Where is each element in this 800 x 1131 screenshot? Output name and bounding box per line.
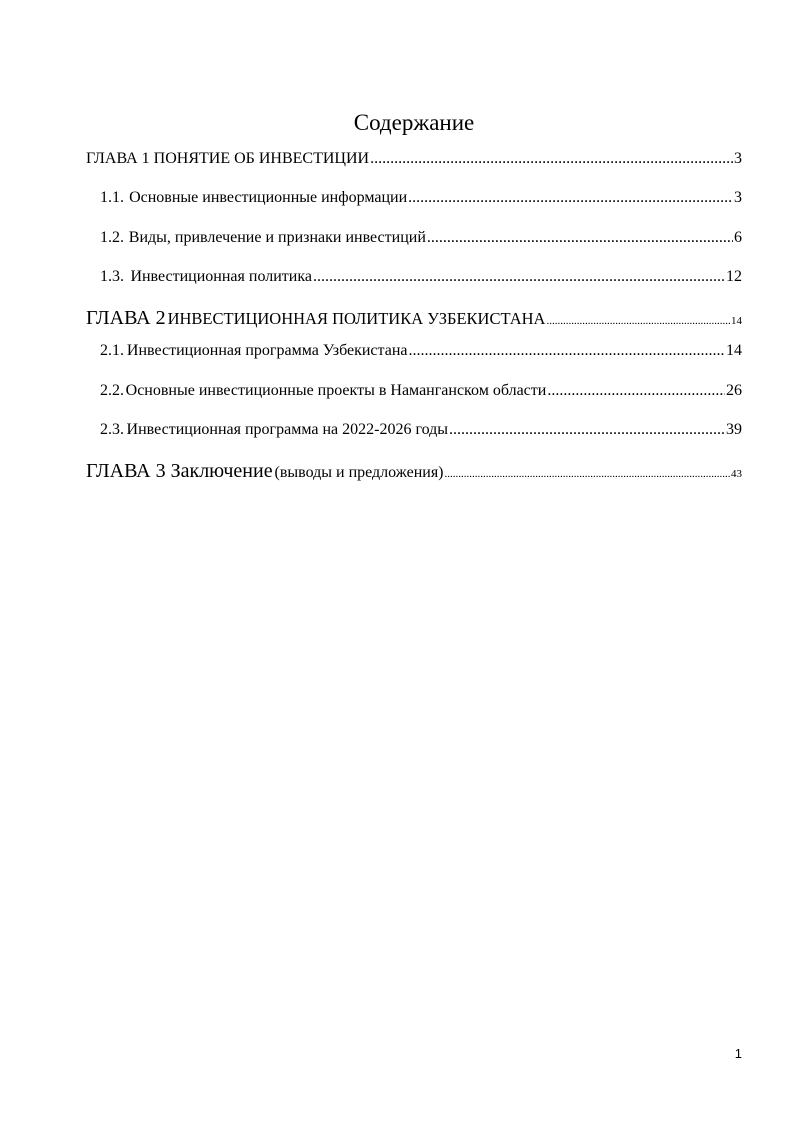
page-ref: 12 [726,268,742,285]
toc-section-1-2[interactable] [100,229,742,247]
dot-leader [546,315,730,327]
chapter-label: ГЛАВА 3 Заключение [86,460,273,482]
page-ref: 3 [734,189,742,206]
page-ref: 43 [731,468,742,480]
section-number: 1.2. [100,229,124,246]
toc-section-2-3[interactable] [100,421,742,439]
chapter-title: ИНВЕСТИЦИОННАЯ ПОЛИТИКА УЗБЕКИСТАНА [167,309,546,328]
chapter-label: ГЛАВА 1 [86,150,150,167]
section-number: 2.1. [100,342,124,359]
dot-leader [427,229,733,247]
dot-leader [449,421,725,439]
dot-leader [547,382,725,400]
dot-leader [313,268,725,286]
toc-chapter-2[interactable] [86,307,742,330]
chapter-title: ПОНЯТИЕ ОБ ИНВЕСТИЦИИ [153,150,370,167]
chapter-title: (выводы и предложения) [274,464,444,481]
footer-page-number: 1 [734,1046,742,1061]
section-title: Инвестиционная политика [130,268,312,285]
toc-chapter-1[interactable] [86,150,742,168]
section-number: 2.3. [100,421,124,438]
page-ref: 26 [726,382,742,399]
page-title: Содержание [353,110,475,135]
page-ref: 6 [734,229,742,246]
toc-section-2-1[interactable] [100,342,742,360]
toc-section-1-1[interactable] [100,189,742,207]
section-title: Инвестиционная программа Узбекистана [126,342,408,359]
toc-chapter-3[interactable] [86,460,742,483]
section-number: 1.3. [100,268,124,285]
section-title: Виды, привлечение и признаки инвестиций [128,229,426,246]
page-ref: 3 [734,150,742,167]
chapter-label: ГЛАВА 2 [86,307,166,329]
dot-leader [445,468,730,480]
toc-section-1-3[interactable] [100,268,742,286]
section-number: 2.2. [100,382,124,399]
toc-section-2-2[interactable] [100,382,742,400]
section-number: 1.1. [100,189,124,206]
page-ref: 14 [731,315,742,327]
dot-leader [370,150,733,168]
section-title: Инвестиционная программа на 2022-2026 годы [126,421,449,438]
page-ref: 39 [726,421,742,438]
dot-leader [408,189,733,207]
page-ref: 14 [726,342,742,359]
section-title: Основные инвестиционные информации [129,189,408,206]
dot-leader [408,342,725,360]
section-title: Основные инвестиционные проекты в Наманганском области [125,382,547,399]
